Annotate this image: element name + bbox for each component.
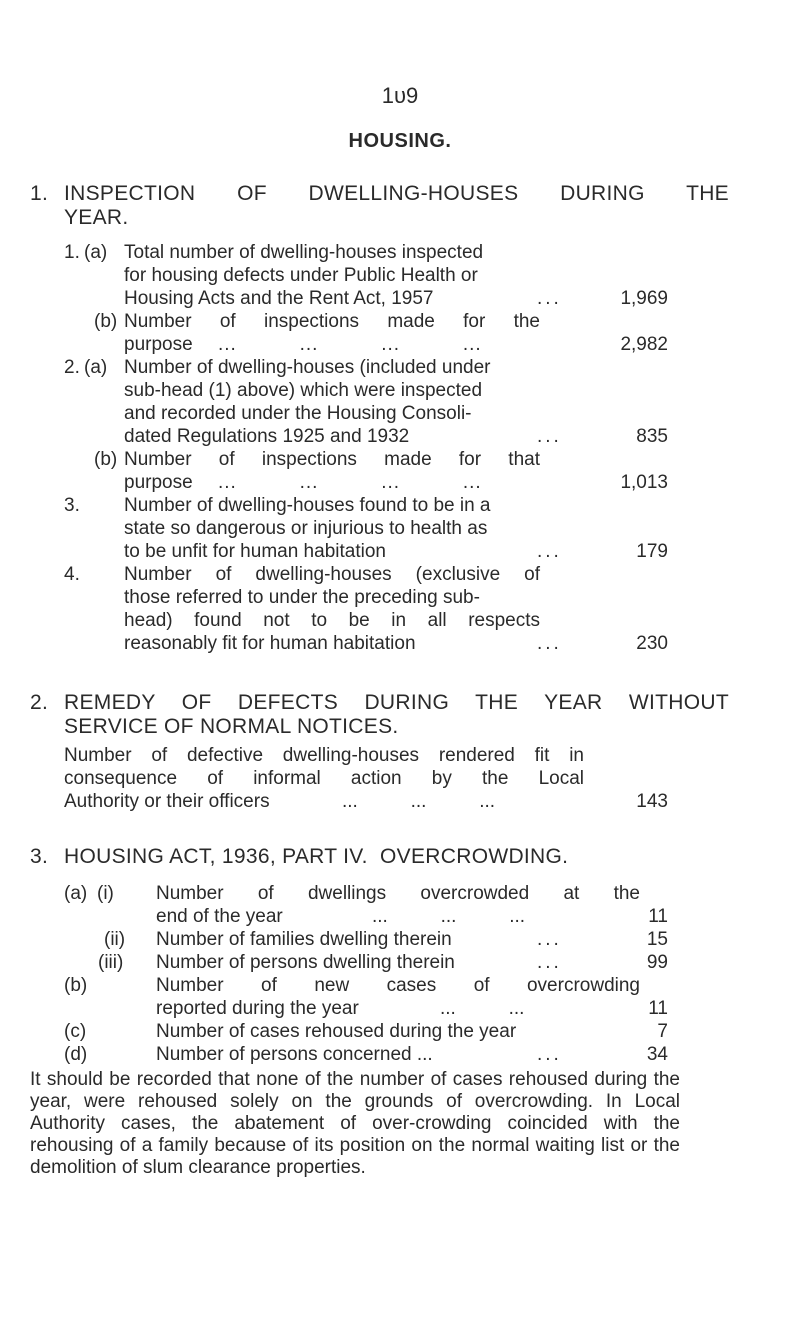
section-1-heading-line-1: INSPECTION OF DWELLING-HOUSES DURING THE (64, 182, 729, 205)
section-2-heading-line-2: SERVICE OF NORMAL NOTICES. (64, 715, 399, 738)
row-c-text: Number of cases rehoused during the year (156, 1021, 517, 1042)
row-d-label: (d) (64, 1044, 88, 1065)
item-2a-value: 835 (636, 426, 668, 447)
row-b-label: (b) (64, 975, 88, 996)
section-3-number: 3. (30, 845, 49, 868)
section-2-number: 2. (30, 691, 49, 714)
section-2-line-3: Authority or their officers (64, 791, 270, 812)
page-title: HOUSING. (348, 130, 452, 152)
item-1b-label: (b) (94, 311, 118, 332)
item-1b-value: 2,982 (620, 334, 668, 355)
row-b-value: 11 (648, 998, 668, 1019)
item-1a-leader: ... (537, 288, 562, 309)
item-3-line-1: Number of dwelling-houses found to be in a (124, 495, 491, 516)
item-1b-line-2: purpose (124, 334, 193, 355)
row-a-ii-value: 15 (646, 929, 668, 950)
row-a-iii-text: Number of persons dwelling therein (156, 952, 455, 973)
row-a-ii-label: (ii) (104, 929, 126, 950)
item-1a-label: (a) (84, 242, 108, 263)
row-b-line-1: Number of new cases of overcrowding (156, 975, 640, 996)
row-a-ii-text: Number of families dwelling therein (156, 929, 452, 950)
item-1b-line-1: Number of inspections made for the (124, 311, 540, 332)
item-1a-line-2: for housing defects under Public Health or (124, 265, 478, 286)
section-3-note: It should be recorded that none of the number of cases rehoused during the year, were rehoused solely on the grounds of overcrowding. In Local Authority cases, the abatement of over-crowding coincided with the rehousing of a family because of its position on the normal waiting list or the demolition of slum clearance properties. (30, 1069, 680, 1178)
row-b-leader: ... ... (440, 998, 525, 1019)
row-a-iii-label: (iii) (98, 952, 124, 973)
item-2a-line-1: Number of dwelling-houses (included under (124, 357, 491, 378)
item-2b-label: (b) (94, 449, 118, 470)
item-1-number: 1. (64, 242, 80, 263)
item-2a-line-2: sub-head (1) above) which were inspected (124, 380, 483, 401)
section-2-heading-line-1: REMEDY OF DEFECTS DURING THE YEAR WITHOUT (64, 691, 729, 714)
item-2b-value: 1,013 (620, 472, 668, 493)
item-2a-label: (a) (84, 357, 108, 378)
row-a-iii-value: 99 (646, 952, 668, 973)
row-d-value: 34 (646, 1044, 668, 1065)
row-b-line-2: reported during the year (156, 998, 359, 1019)
item-4-line-4: reasonably fit for human habitation (124, 633, 416, 654)
item-4-number: 4. (64, 564, 80, 585)
item-1a-line-3: Housing Acts and the Rent Act, 1957 (124, 288, 434, 309)
row-c-label: (c) (64, 1021, 87, 1042)
item-4-line-3: head) found not to be in all respects (124, 610, 540, 631)
item-2a-leader: ... (537, 426, 562, 447)
item-2b-line-1: Number of inspections made for that (124, 449, 540, 470)
item-2-number: 2. (64, 357, 80, 378)
row-d-text: Number of persons concerned ... (156, 1044, 433, 1065)
row-a-line-2: end of the year (156, 906, 283, 927)
row-a-iii-leader: ... (537, 952, 562, 973)
item-4-value: 230 (636, 633, 668, 654)
section-2-line-1: Number of defective dwelling-houses rendered fit in (64, 745, 584, 766)
item-3-line-2: state so dangerous or injurious to health as (124, 518, 488, 539)
row-a-label: (a) (64, 883, 88, 904)
item-2b-leader: ... ... ... ... (218, 472, 482, 493)
row-d-leader: ... (537, 1044, 562, 1065)
item-3-number: 3. (64, 495, 80, 516)
item-1a-line-1: Total number of dwelling-houses inspected (124, 242, 484, 263)
section-2-line-2: consequence of informal action by the Local (64, 768, 584, 789)
row-c-value: 7 (657, 1021, 668, 1042)
row-a-line-1: Number of dwellings overcrowded at the (156, 883, 640, 904)
row-a-i-label: (i) (97, 883, 114, 904)
item-3-line-3: to be unfit for human habitation (124, 541, 386, 562)
item-1b-leader: ... ... ... ... (218, 334, 482, 355)
item-1a-value: 1,969 (620, 288, 668, 309)
item-4-line-1: Number of dwelling-houses (exclusive of (124, 564, 540, 585)
section-1-number: 1. (30, 182, 49, 205)
item-2a-line-3: and recorded under the Housing Consoli- (124, 403, 472, 424)
row-a-value: 11 (648, 906, 668, 927)
section-2-leader: ... ... ... (342, 791, 496, 812)
item-2a-line-4: dated Regulations 1925 and 1932 (124, 426, 410, 447)
item-4-leader: ... (537, 633, 562, 654)
row-a-ii-leader: ... (537, 929, 562, 950)
item-2b-line-2: purpose (124, 472, 193, 493)
section-1-heading-line-2: YEAR. (64, 206, 129, 229)
item-3-leader: ... (537, 541, 562, 562)
item-3-value: 179 (636, 541, 668, 562)
item-4-line-2: those referred to under the preceding sub- (124, 587, 480, 608)
section-3-heading: HOUSING ACT, 1936, PART IV. OVERCROWDING. (64, 845, 569, 868)
row-a-leader: ... ... ... (372, 906, 526, 927)
section-2-value: 143 (636, 791, 668, 812)
page-number: 1υ9 (381, 83, 419, 108)
